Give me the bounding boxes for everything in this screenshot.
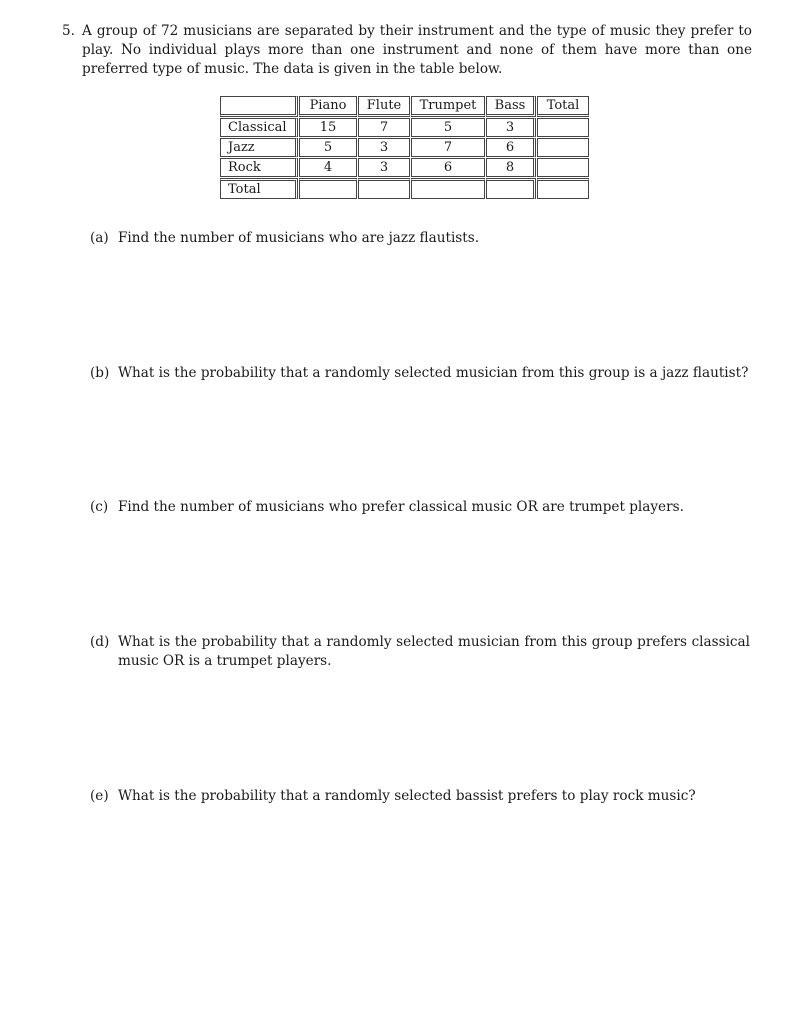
row-label: Jazz <box>220 138 298 157</box>
table-header-cell <box>220 96 298 117</box>
table-cell: 15 <box>299 118 357 137</box>
table-cell <box>358 178 410 199</box>
question-label: (a) <box>90 230 109 246</box>
data-table <box>219 95 590 200</box>
table-cell: 5 <box>299 138 357 157</box>
table-header-cell: Piano <box>299 96 357 117</box>
question-label: (e) <box>90 788 109 804</box>
table-cell: 3 <box>358 158 410 177</box>
question-b <box>90 364 750 383</box>
question-c <box>90 498 750 517</box>
problem-statement <box>62 22 752 79</box>
problem-number: 5. <box>62 23 75 39</box>
row-label: Rock <box>220 158 298 177</box>
table-cell: 6 <box>486 138 536 157</box>
question-a <box>90 229 750 248</box>
table-cell <box>537 118 589 137</box>
question-d <box>90 633 750 671</box>
question-e <box>90 787 750 806</box>
question-label: (b) <box>90 365 110 381</box>
question-text: Find the number of musicians who prefer classical music OR are trumpet players. <box>118 499 684 515</box>
table-cell: 3 <box>358 138 410 157</box>
question-label: (c) <box>90 499 109 515</box>
table-header-cell: Flute <box>358 96 410 117</box>
table-cell <box>486 178 536 199</box>
table-cell <box>537 178 589 199</box>
table-cell: 7 <box>411 138 485 157</box>
table-header-row <box>220 96 589 117</box>
table-cell: 3 <box>486 118 536 137</box>
table-row <box>220 138 589 157</box>
problem-text: A group of 72 musicians are separated by their instrument and the type of music they prefer to play. No individual plays more than one instrument and none of them have more than one preferred type of music. The data is given in the table below. <box>82 23 752 77</box>
table-cell: 7 <box>358 118 410 137</box>
table-cell <box>411 178 485 199</box>
table-cell <box>537 158 589 177</box>
table-cell: 5 <box>411 118 485 137</box>
question-text: What is the probability that a randomly selected musician from this group is a jazz flautist? <box>118 365 749 381</box>
table-header-cell: Bass <box>486 96 536 117</box>
row-label: Classical <box>220 118 298 137</box>
row-label: Total <box>220 178 298 199</box>
table-row <box>220 118 589 137</box>
table-row <box>220 158 589 177</box>
table-cell: 4 <box>299 158 357 177</box>
question-text: Find the number of musicians who are jazz flautists. <box>118 230 480 246</box>
table-cell: 8 <box>486 158 536 177</box>
table-header-cell: Total <box>537 96 589 117</box>
table-header-cell: Trumpet <box>411 96 485 117</box>
question-text: What is the probability that a randomly selected bassist prefers to play rock music? <box>118 788 696 804</box>
table-total-row <box>220 178 589 199</box>
table-cell <box>299 178 357 199</box>
question-label: (d) <box>90 634 110 650</box>
table-cell <box>537 138 589 157</box>
question-text: What is the probability that a randomly selected musician from this group prefers classical music OR is a trumpet players. <box>118 634 750 669</box>
table-cell: 6 <box>411 158 485 177</box>
